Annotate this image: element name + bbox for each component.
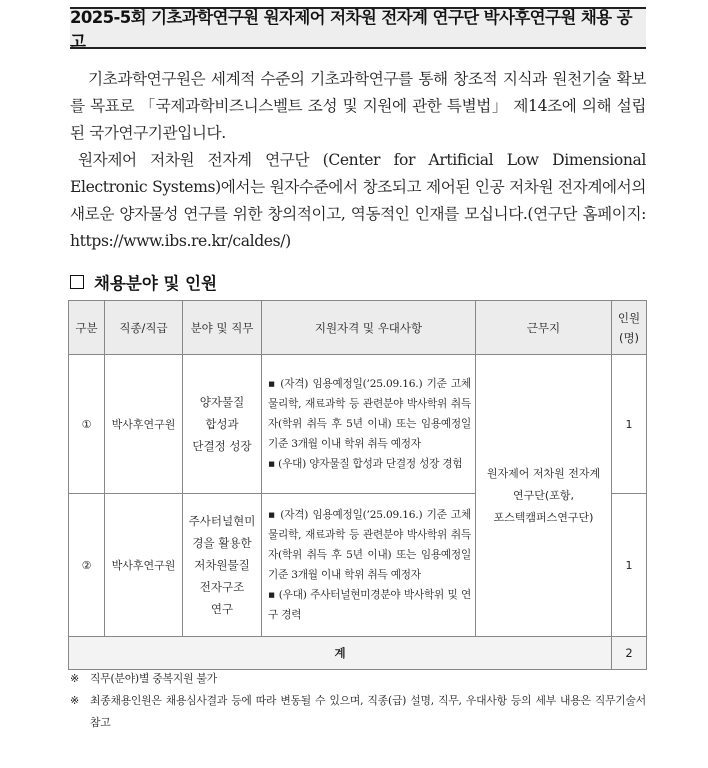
intro-section — [70, 66, 646, 255]
recruitment-table — [68, 300, 647, 670]
qualification-requirement: ▪ (자격) 임용예정일(’25.09.16.) 기준 고체물리학, 재료과학 등 관련분야 박사학위 취득자(학위 취득 후 5년 이내) 또는 임용예정일 기준 3개월 이내 학위 취득 예정자 — [268, 509, 471, 581]
row-qualifications — [262, 355, 476, 494]
note-mark: ※ — [70, 672, 80, 685]
note-item — [70, 668, 646, 690]
section-title: 채용분야 및 인원 — [94, 274, 218, 293]
header-location: 근무지 — [476, 301, 612, 355]
row-qualifications — [262, 494, 476, 637]
table-row — [69, 355, 647, 494]
row-no: ① — [69, 355, 105, 494]
row-count: 1 — [612, 355, 647, 494]
intro-paragraph-2: 원자제어 저차원 전자계 연구단 (Center for Artificial Low Dimensional Electronic Systems)에서는 원자수준에서 창조되고 제어된 인공 저차원 전자계에서의 새로운 양자물성 연구를 위한 창의적이고, 역동적인 인재를 모십니다.(연구단 홈페이지: https://www.ibs.re.kr/caldes/) — [70, 151, 646, 250]
total-count: 2 — [612, 637, 647, 670]
note-text: 직무(분야)별 중복지원 불가 — [90, 672, 218, 685]
table-header-row — [69, 301, 647, 355]
row-no: ② — [69, 494, 105, 637]
total-label: 계 — [69, 637, 612, 670]
note-text: 최종채용인원은 채용심사결과 등에 따라 변동될 수 있으며, 직종(급) 설명, 직무, 우대사항 등의 세부 내용은 직무기술서 참고 — [90, 694, 646, 729]
table-total-row — [69, 637, 647, 670]
row-position: 박사후연구원 — [105, 355, 183, 494]
notes-section — [70, 668, 646, 734]
announcement-title-bar — [70, 7, 646, 49]
row-field: 주사터널현미 경을 활용한 저차원물질 전자구조 연구 — [183, 494, 262, 637]
row-position: 박사후연구원 — [105, 494, 183, 637]
note-mark: ※ — [70, 694, 80, 707]
qualification-requirement: ▪ (자격) 임용예정일(’25.09.16.) 기준 고체물리학, 재료과학 등 관련분야 박사학위 취득자(학위 취득 후 5년 이내) 또는 임용예정일 기준 3개월 이내 학위 취득 예정자 — [268, 378, 471, 450]
header-position: 직종/직급 — [105, 301, 183, 355]
row-field: 양자물질 합성과 단결정 성장 — [183, 355, 262, 494]
row-count: 1 — [612, 494, 647, 637]
intro-paragraph-1: 기초과학연구원은 세계적 수준의 기초과학연구를 통해 창조적 지식과 원천기술 확보를 목표로 「국제과학비즈니스벨트 조성 및 지원에 관한 특별법」 제14조에 의해 설립된 국가연구기관입니다. — [70, 70, 646, 142]
header-field: 분야 및 직무 — [183, 301, 262, 355]
qualification-preference: ▪ (우대) 주사터널현미경분야 박사학위 및 연구 경력 — [268, 589, 471, 621]
note-item — [70, 690, 646, 734]
row-location: 원자제어 저차원 전자계 연구단(포항, 포스텍캠퍼스연구단) — [476, 355, 612, 637]
header-count: 인원 (명) — [612, 301, 647, 355]
header-no: 구분 — [69, 301, 105, 355]
checkbox-square-icon — [70, 275, 84, 289]
qualification-preference: ▪ (우대) 양자물질 합성과 단결정 성장 경험 — [268, 458, 463, 470]
section-heading — [70, 270, 217, 294]
header-qualifications: 지원자격 및 우대사항 — [262, 301, 476, 355]
announcement-title: 2025-5회 기초과학연구원 원자제어 저차원 전자계 연구단 박사후연구원 채용 공고 — [70, 8, 632, 51]
